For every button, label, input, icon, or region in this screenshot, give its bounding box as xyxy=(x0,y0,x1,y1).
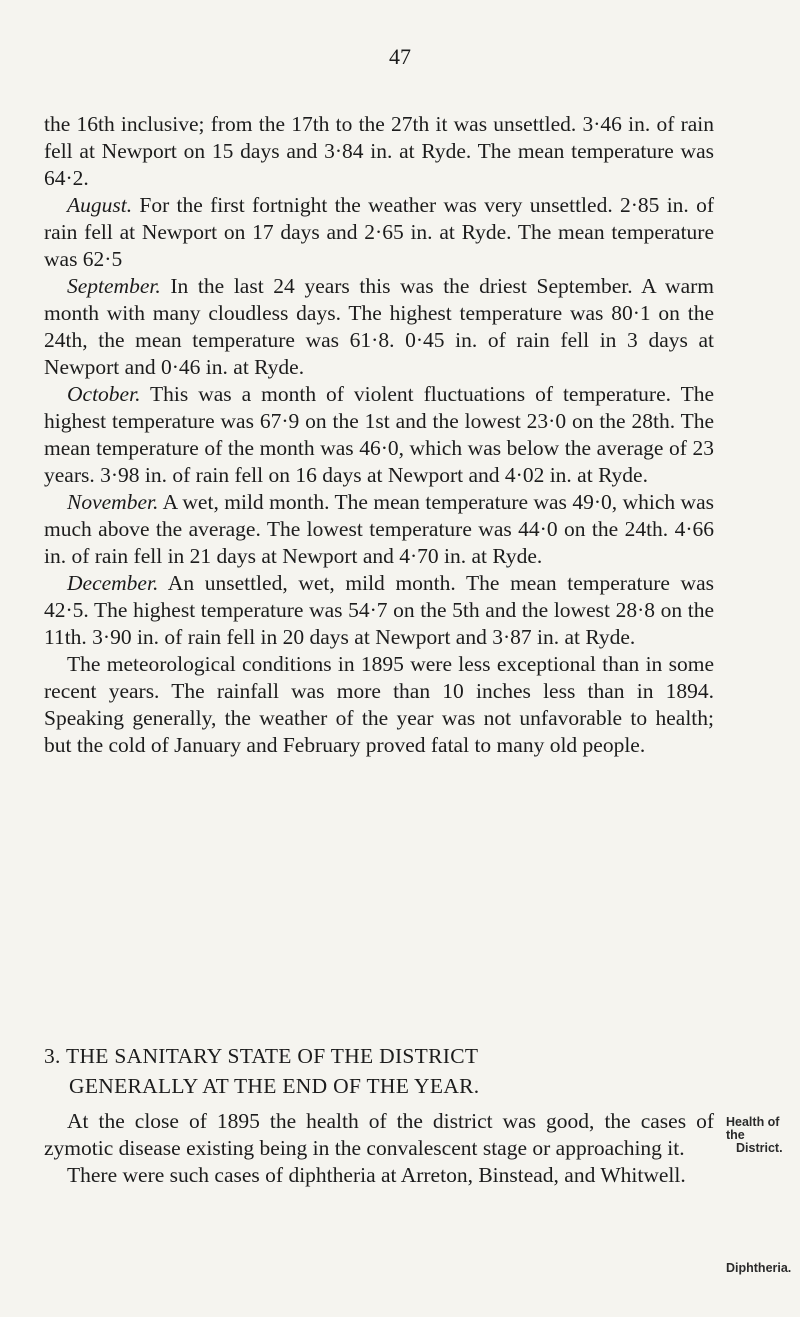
paragraph-text: This was a month of violent fluctuations of temperature. The highest temperature was 67·9 on the 1st and the lowest 23·0 on the 28th. The mean temperature of the month was 46·0, which was below the average of 23 years. 3·98 in. of rain fell on 16 days at Newport and 4·02 in. at Ryde. xyxy=(44,382,714,487)
paragraph-text: The meteorological conditions in 1895 were less exceptional than in some recent years. The rainfall was more than 10 inches less than in 1894. Speaking generally, the weather of the year was not unfavorable to health; but the cold of January and February proved fatal to many old people. xyxy=(44,652,714,757)
margin-note-health xyxy=(726,1116,800,1155)
paragraph-text: In the last 24 years this was the driest September. A warm month with many cloudless days. The highest temperature was 80·1 on the 24th, the mean temperature was 61·8. 0·45 in. of rain fell in 3 days at Newport and 0·46 in. at Ryde. xyxy=(44,274,714,379)
section-heading-line2: GENERALLY AT THE END OF THE YEAR. xyxy=(69,1074,480,1098)
paragraph-text: An unsettled, wet, mild month. The mean temperature was 42·5. The highest temperature was 54·7 on the 5th and the lowest 28·8 on the 11th. 3·90 in. of rain fell in 20 days at Newport and 3·87 in. at Ryde. xyxy=(44,571,714,649)
paragraph-text: For the first fortnight the weather was very unsettled. 2·85 in. of rain fell at Newport on 17 days and 2·65 in. at Ryde. The mean temperature was 62·5 xyxy=(44,193,714,271)
page-number: 47 xyxy=(389,44,411,69)
month-label: December. xyxy=(67,571,159,595)
margin-note-diphtheria: Diphtheria. xyxy=(726,1261,792,1275)
paragraph-november xyxy=(44,489,714,570)
paragraph-december xyxy=(44,570,714,651)
paragraph-august xyxy=(44,192,714,273)
month-label: October. xyxy=(67,382,141,406)
paragraph-july-continued xyxy=(44,111,714,192)
paragraph-text: A wet, mild month. The mean temperature was 49·0, which was much above the average. The lowest temperature was 44·0 on the 24th. 4·66 in. of rain fell in 21 days at Newport and 4·70 in. at Ryde. xyxy=(44,490,714,568)
month-label: September. xyxy=(67,274,161,298)
month-label: November. xyxy=(67,490,159,514)
paragraph-october xyxy=(44,381,714,489)
margin-note-health-line2: District. xyxy=(736,1141,783,1155)
sanitary-section-body xyxy=(44,1108,714,1189)
paragraph-text: the 16th inclusive; from the 17th to the 27th it was unsettled. 3·46 in. of rain fell at Newport on 15 days and 3·84 in. at Ryde. The mean temperature was 64·2. xyxy=(44,112,714,190)
section-heading-line1: 3. THE SANITARY STATE OF THE DISTRICT xyxy=(44,1044,479,1068)
paragraph-summary xyxy=(44,651,714,759)
meteorological-report xyxy=(44,111,714,759)
paragraph-health: At the close of 1895 the health of the district was good, the cases of zymotic disease existing being in the convalescent stage or approaching it. xyxy=(44,1109,714,1160)
paragraph-diphtheria: There were such cases of diphtheria at Arreton, Binstead, and Whitwell. xyxy=(67,1163,686,1187)
paragraph-september xyxy=(44,273,714,381)
section-heading xyxy=(44,1041,744,1101)
margin-note-health-line1: Health of the xyxy=(726,1115,780,1142)
month-label: August. xyxy=(67,193,133,217)
